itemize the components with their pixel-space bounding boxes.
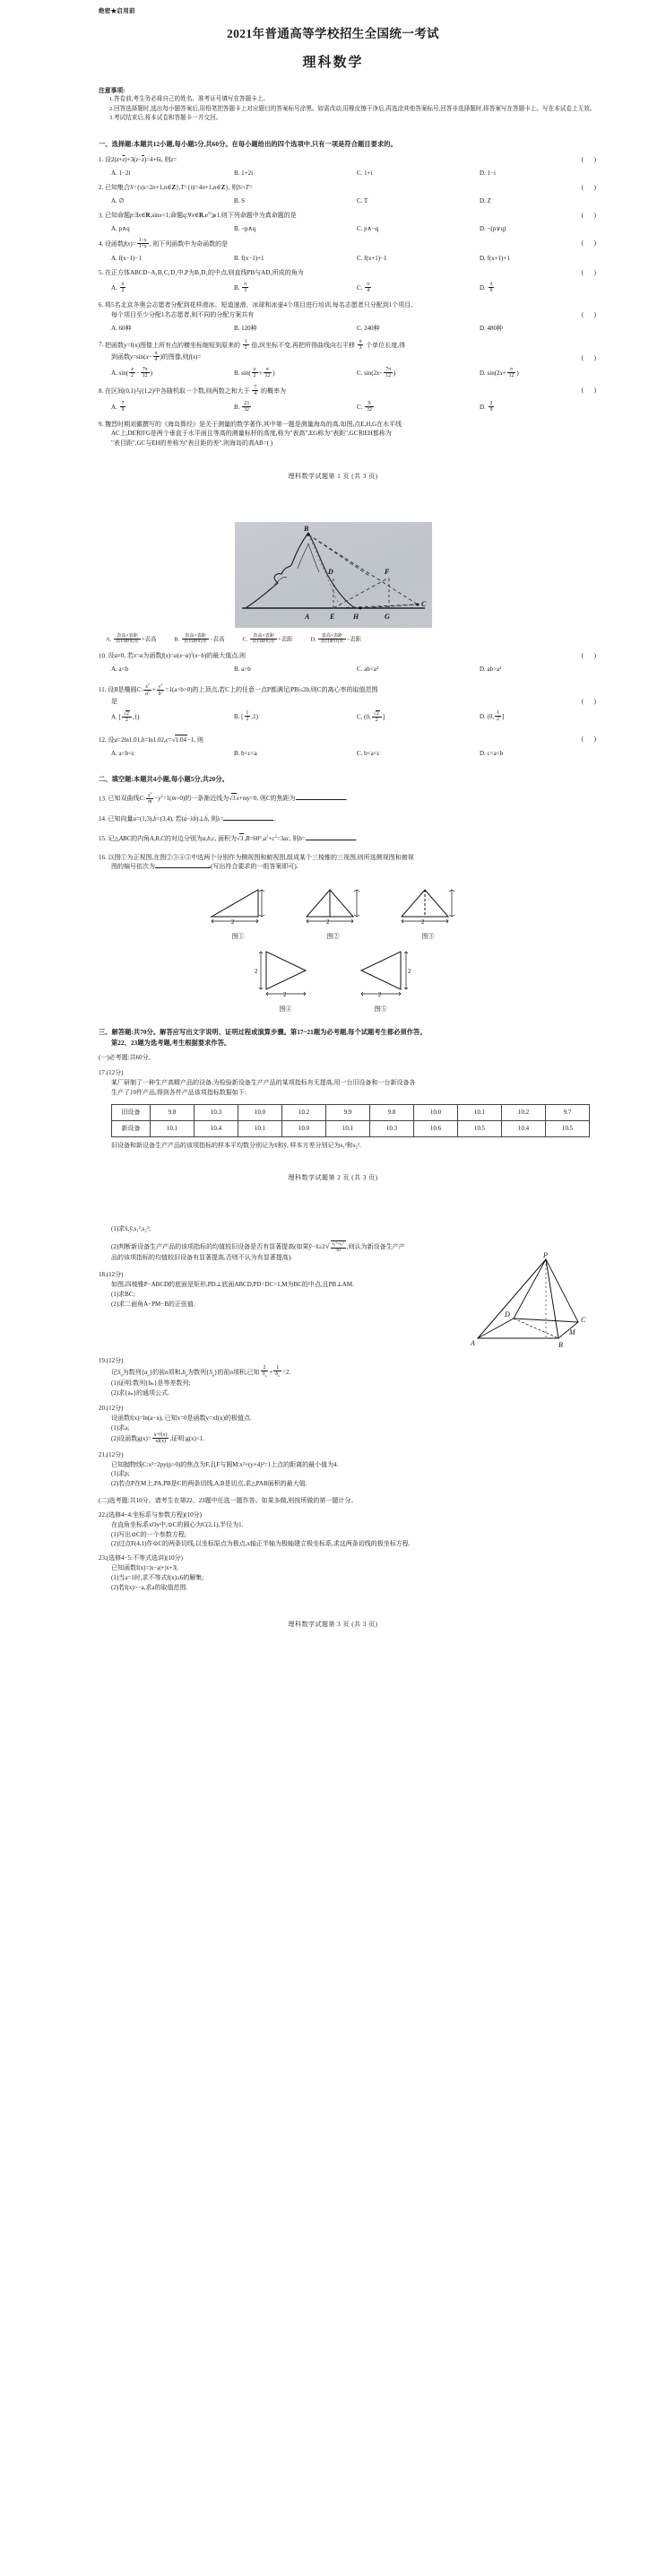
- question-5-stem: 在正方体ABCD−A₁B₁C₁D₁中,P为B₁D₁的中点,则直线PB与AD₁所成的角为: [105, 268, 304, 276]
- question-18-part1: (1)求BC;: [111, 1290, 135, 1298]
- option[interactable]: C. b<a<c: [357, 749, 380, 757]
- option[interactable]: B. b<c<a: [234, 749, 257, 757]
- indicator-table: [111, 1104, 590, 1137]
- svg-text:G: G: [384, 613, 390, 622]
- cell: 10.1: [326, 1120, 370, 1136]
- option[interactable]: A. p∧q: [111, 224, 130, 232]
- cell: 10.0: [238, 1104, 282, 1120]
- question-22: 22.(选修4−4:坐标系与参数方程)(10分) 在直角坐标系xOy中,⊙C的圆心为C(2,1),半径为1. (1)写出⊙C的一个参数方程; (2)过点F(4,1)作⊙C的两条切线,以坐标原点为极点,x轴正半轴为极轴建立极坐标系,求这两条切线的极坐标方程.: [99, 1510, 601, 1549]
- figure-1: [206, 881, 271, 941]
- options-6: [111, 324, 602, 333]
- answer-paren: ( ): [581, 268, 601, 276]
- question-21-part2: (2)若点P在M上,PA,PB是C的两条切线,A,B是切点,求△PAB面积的最大值.: [111, 1480, 307, 1488]
- option[interactable]: D. $\frac{2}{9}$: [480, 401, 493, 413]
- option[interactable]: C. T: [357, 196, 368, 205]
- question-23-part1: (1)当a=1时,求不等式f(x)≥6的解集;: [111, 1573, 204, 1581]
- table-row: [112, 1104, 590, 1120]
- option[interactable]: C. f(x+1)−1: [357, 254, 387, 262]
- question-20-line1: 设函数f(x)=ln(a−x), 已知x=0是函数y=xf(x)的极值点.: [111, 1414, 252, 1422]
- cell: 10.4: [502, 1120, 546, 1136]
- question-3: 3. 已知命题p:∃x∈R,sinx<1;命题$q:\forall x\in R,e^{|x|}⩾1$.则下列命题中为真命题的是 ( ): [99, 210, 601, 220]
- dim-label: 2: [254, 968, 257, 976]
- svg-text:H: H: [352, 613, 359, 622]
- question-19-part2: (2)求{aₙ}的通项公式.: [111, 1389, 169, 1397]
- option[interactable]: A. 60种: [111, 325, 132, 333]
- option[interactable]: D. $\frac{\pi}{6}$: [480, 282, 493, 294]
- question-23: 23.(选修4−5:不等式选讲)(10分) 已知函数f(x)=|x−a|+|x+3|. (1)当a=1时,求不等式f(x)≥6的解集; (2)若f(x)>−a,求a的取值范围.: [99, 1553, 601, 1592]
- question-17-line2: 生产了10件产品,得到各件产品该项指标数据如下:: [111, 1088, 247, 1096]
- dim-label: 2: [420, 918, 424, 927]
- question-17: 17.(12分) 某厂研制了一种生产高精产品的设备,为检验新设备生产产品的某项指标有无提高,用一台旧设备和一台新设备各 生产了10件产品,得到各件产品该项指标数据如下:: [99, 1068, 601, 1098]
- question-2: 2. 已知集合S={s|s=2n+1,n∈Z},T={t|t=4n+1,n∈Z}, 则S∩T= ( ): [99, 183, 601, 191]
- options-10: [111, 666, 602, 673]
- row-label: 旧设备: [112, 1104, 151, 1120]
- dim-label: 2: [407, 968, 411, 976]
- options-1: [111, 170, 602, 177]
- cell: 10.4: [195, 1120, 238, 1136]
- svg-text:E: E: [329, 613, 334, 622]
- option[interactable]: C. 240种: [357, 325, 380, 333]
- option[interactable]: C. ab<a²: [357, 666, 378, 674]
- question-9-line3: "表目距",GC与EH的差称为"表目距的差",则海岛的高AB=( ): [111, 439, 273, 448]
- question-17-line1: 某厂研制了一种生产高精产品的设备,为检验新设备生产产品的某项指标有无提高,用一台旧设备和一台新设备各: [111, 1078, 416, 1086]
- figure-caption: 图①: [231, 933, 245, 941]
- option[interactable]: D. $\frac{\text{表高×表距}}{\text{表目距的差}}$ −表距: [310, 632, 361, 645]
- question-4: 4. 设函数f(x)= $\frac{1-x}{1+x}$ , 则下列函数中为奇函数的是 ( ): [99, 238, 601, 250]
- option[interactable]: A. f(x−1)−1: [111, 254, 142, 262]
- figure-5: [349, 946, 413, 1014]
- option[interactable]: C. sin(2x− $\frac{7\pi}{12}$ ): [357, 366, 396, 379]
- option[interactable]: A. sin( $\frac{x}{2}$ − $\frac{7\pi}{12}$ ): [111, 366, 152, 379]
- answer-paren: ( ): [581, 386, 601, 394]
- row-label: 新设备: [112, 1120, 151, 1136]
- notes-heading: 注意事项:: [99, 88, 125, 94]
- cell: 9.8: [370, 1104, 414, 1120]
- cell: 10.1: [458, 1104, 502, 1120]
- option[interactable]: D. c<a<b: [480, 749, 504, 757]
- question-5: 5. 在正方体ABCD−A₁B₁C₁D₁中,P为B₁D₁的中点,则直线PB与AD₁所成的角为 ( ): [99, 268, 601, 276]
- question-9-line2: AC上,DE和FG是两个垂直于水平面且等高的测量标杆的高度,称为"表高",EG称为"表距",GC和EH都称为: [111, 430, 392, 438]
- cell: 10.3: [370, 1120, 414, 1136]
- answer-paren: ( ): [581, 310, 601, 318]
- note-item: 3.考试结束后,将本试卷和答题卡一并交回。: [109, 115, 222, 122]
- answer-paren: ( ): [581, 183, 601, 191]
- option[interactable]: D. (0, $\frac{1}{2}$ ]: [480, 710, 505, 723]
- option[interactable]: C. $\frac{9}{32}$: [357, 401, 372, 413]
- option[interactable]: A. a<b: [111, 666, 129, 674]
- figure-caption: 图④: [279, 1005, 292, 1014]
- vertex-label-A: A: [471, 1338, 475, 1347]
- option[interactable]: B. 1+2i: [234, 169, 254, 177]
- page-footer: 理科数学试题第 3 页 (共 3 页): [288, 1620, 378, 1628]
- question-19-line1: 记$S_n$为数列$\{a_n\}$的前n项和$,b_n$为数列$\{S_n\}$的前n项积,已知 $\frac{2}{S_n}$ + $\frac{1}{b_n}$ =2.: [111, 1364, 291, 1379]
- question-20: 20.(12分) 设函数f(x)=ln(a−x), 已知x=0是函数y=xf(x)的极值点. (1)求a; (2)设函数g(x)= $\frac{x+f(x)}{xf(x)}$ ,证明:g(x)<1.: [99, 1404, 601, 1445]
- options-5: [111, 283, 602, 294]
- answer-paren: ( ): [581, 211, 601, 219]
- answer-paren: ( ): [581, 698, 601, 706]
- cell: 10.1: [238, 1120, 282, 1136]
- options-11: [111, 711, 602, 724]
- three-view-figures: [0, 881, 666, 1014]
- cell: 10.5: [546, 1120, 590, 1136]
- question-21: 21.(12分) 已知抛物线C:x²=2py(p>0)的焦点为F,且F与圆M:x²+(y+4)²=1上点的距离的最小值为4. (1)求p; (2)若点P在M上,PA,PB是C的两条切线,A,B是切点,求△PAB面积的最大值.: [99, 1450, 601, 1489]
- options-4: [111, 255, 602, 262]
- question-12: 12. 设a=2ln1.01,b=ln1.02,c=√1.04−1, 则 ( ): [99, 735, 601, 744]
- question-21-line1: 已知抛物线C:x²=2py(p>0)的焦点为F,且F与圆M:x²+(y+4)²=1上点的距离的最小值为4.: [111, 1460, 339, 1468]
- question-17-after-table: 旧设备和新设备生产产品的该项指标的样本平均数分别记为x̄和ȳ, 样本方差分别记为s₁²和s₂².: [111, 1141, 361, 1149]
- option[interactable]: B. [ $\frac{1}{2}$ ,1): [234, 710, 258, 723]
- figure-caption: 图③: [421, 933, 435, 941]
- option[interactable]: B. f(x−1)+1: [234, 254, 264, 262]
- option[interactable]: B. sin( $\frac{x}{2}$ + $\frac{\pi}{12}$ ): [234, 366, 275, 379]
- cell: 9.7: [546, 1104, 590, 1120]
- answer-blank[interactable]: [155, 862, 211, 868]
- note-item: 2.回答选择题时,选出每小题答案后,用铅笔把答题卡上对应题目的答案标号涂黑。如需改动,用橡皮擦干净后,再选涂其他答案标号,回答非选择题时,将答案写在答题卡上。写在本试卷上无效。: [109, 105, 596, 112]
- option[interactable]: D. ab>a²: [480, 666, 502, 674]
- cell: 10.3: [195, 1104, 238, 1120]
- question-22-part2: (2)过点F(4,1)作⊙C的两条切线,以坐标原点为极点,x轴正半轴为极轴建立极坐标系,求这两条切线的极坐标方程.: [111, 1540, 411, 1548]
- figure-caption: 图②: [326, 933, 340, 941]
- option[interactable]: D. 480种: [480, 325, 504, 333]
- vertex-label-B: B: [558, 1340, 563, 1349]
- cell: 10.6: [414, 1120, 458, 1136]
- answer-blank[interactable]: [223, 814, 273, 821]
- answer-paren: ( ): [581, 156, 601, 164]
- option[interactable]: A. [ $\frac{√2}{2}$ ,1): [111, 711, 140, 724]
- option[interactable]: D. ¬(p∨q): [480, 224, 506, 232]
- table-row: [112, 1120, 590, 1136]
- cell: 9.8: [151, 1104, 195, 1120]
- figure-4: [254, 946, 318, 1014]
- options-2: [111, 197, 602, 205]
- part1-label: (一)必考题:共60分。: [99, 1054, 155, 1062]
- option[interactable]: B. $\frac{23}{32}$: [234, 401, 249, 413]
- option[interactable]: C. (0, $\frac{√2}{2}$ ]: [357, 711, 385, 724]
- option[interactable]: A. $\frac{\text{表高×表距}}{\text{表目距的差}}$ +表高: [106, 632, 157, 645]
- question-15: 15. 记△ABC的内角A,B,C的对边分别为a,b,c, 面积为$√3,B=60^\circ,a^2+c^2=3ac$, 则b= .: [99, 833, 358, 842]
- answer-blank[interactable]: [296, 795, 346, 801]
- option[interactable]: A. $\frac{7}{9}$: [111, 401, 125, 413]
- question-8: 8. 在区间(0,1)与(1,2)中各随机取一个数,则两数之和大于 $\frac{7}{4}$ 的概率为 ( ): [99, 385, 601, 397]
- question-6: 6. 将5名北京冬奥会志愿者分配到花样滑冰、短道速滑、冰球和冰壶4个项目进行培训,每名志愿者只分配到1个项目, 每个项目至少分配1名志愿者,则不同的分配方案共有 ( ): [99, 300, 601, 318]
- notes-block: [99, 85, 601, 124]
- question-16: 16. 以图①为正视图,在图②③④⑤中选两个分别作为侧视图和俯视图,组成某个三棱锥的三视图,则所选侧视图和俯视 图的编号依次为 (写出符合要求的一组答案即可).: [99, 853, 601, 873]
- section-heading-fill: 二、填空题:本题共4小题,每小题5分,共20分。: [99, 775, 229, 783]
- vertex-label-M: M: [569, 1327, 575, 1336]
- question-16-line2: 图的编号依次为 (写出符合要求的一组答案即可).: [111, 863, 298, 871]
- option[interactable]: A. ∅: [111, 196, 125, 205]
- svg-text:F: F: [384, 568, 389, 577]
- figure-2: [301, 881, 366, 941]
- question-10: 10. 设a≠0, 若x=a为函数$f(x)=a(x-a)^2(x-b)$的最大值点,则 ( ): [99, 651, 601, 660]
- option[interactable]: A. 1−2i: [111, 169, 131, 177]
- question-9: 9. 魏晋时期刘徽撰写的《海岛算经》是关于测量的数学著作,其中第一题是测量海岛的高,如图,点E,H,G在水平线 AC上,DE和FG是两个垂直于水平面且等高的测量标杆的高度,称为"表高",EG称为"表距",GC和EH都称为 "表目距",GC与EH的差称为"表目距的差",则海岛的高AB=( ): [99, 420, 601, 449]
- option[interactable]: D. 1−i: [480, 169, 496, 177]
- question-22-part1: (1)写出⊙C的一个参数方程;: [111, 1530, 186, 1538]
- option[interactable]: D. f(x+1)+1: [480, 254, 510, 262]
- options-12: [111, 750, 602, 757]
- option[interactable]: D. sin(2x+ $\frac{\pi}{12}$ ): [480, 366, 519, 379]
- question-20-part1: (1)求a;: [111, 1423, 130, 1432]
- question-23-line1: 已知函数f(x)=|x−a|+|x+3|.: [111, 1564, 179, 1572]
- question-19: 19.(12分) 记$S_n$为数列$\{a_n\}$的前n项和$,b_n$为数列$\{S_n\}$的前n项积,已知 $\frac{2}{S_n}$ + $\frac{1}{b_n}$ =2. (1)证明:数列{bₙ}是等差数列; (2)求{aₙ}的通项公式.: [99, 1356, 601, 1398]
- option[interactable]: B. ¬p∧q: [234, 224, 256, 232]
- question-22-line1: 在直角坐标系xOy中,⊙C的圆心为C(2,1),半径为1.: [111, 1520, 244, 1528]
- svg-text:D: D: [327, 568, 333, 577]
- svg-text:C: C: [420, 600, 426, 609]
- question-17-part1: (1)求x̄,ȳ,s₁²,s₂²;: [111, 1225, 151, 1233]
- option[interactable]: B. $\frac{\text{表高×表距}}{\text{表目距的差}}$ −表高: [174, 632, 225, 645]
- island-figure: [0, 522, 666, 628]
- question-20-part2: (2)设函数g(x)= $\frac{x+f(x)}{xf(x)}$ ,证明:g(x)<1.: [111, 1432, 205, 1445]
- subject-title: 理科数学: [302, 56, 364, 70]
- dim-label: 2: [230, 918, 234, 927]
- option[interactable]: B. 120种: [234, 325, 257, 333]
- vertex-label-C: C: [581, 1315, 586, 1324]
- options-8: [111, 402, 602, 413]
- question-11: 11. 设B是椭圆C: $\frac{x^2}{a^2}$ + $\frac{y^2}{b^2}$ =1(a>b>0)的上顶点,若C上的任意一点P都满足|PB|≤2b,则C的离心率的取值范围 是 ( ): [99, 682, 601, 706]
- vertex-label-P: P: [543, 1251, 548, 1259]
- cell: 10.2: [502, 1104, 546, 1120]
- section-heading-solve: 三、解答题:共70分。解答应写出文字说明、证明过程或演算步骤。第17~21题为必考题,每个试题考生都必须作答。: [99, 1029, 427, 1037]
- question-18-part2: (2)求二面角A−PM−B的正弦值.: [111, 1300, 195, 1308]
- page-footer: 理科数学试题第 2 页 (共 3 页): [288, 1174, 378, 1182]
- question-7-line2: 到函数y=sin(x− $\frac{\pi}{4}$ )的图像,则f(x)= ( ): [111, 350, 601, 362]
- question-19-part1: (1)证明:数列{bₙ}是等差数列;: [111, 1379, 191, 1388]
- dim-label: 2: [377, 991, 381, 999]
- question-7: 7. 把函数y=f(x)图像上所有点的横坐标缩短到原来的 $\frac{1}{2}$ 倍,纵坐标不变,再把所得曲线向右平移 $\frac{\pi}{3}$ 个单位长度,得 到函数y=sin(x− $\frac{\pi}{4}$ )的图像,则f(x)= ( ): [99, 338, 601, 362]
- question-6-line2: 每个项目至少分配1名志愿者,则不同的分配方案共有 ( ): [111, 310, 601, 318]
- part2-label: (二)选考题:共10分。请考生在第22、23题中任选一题作答。如果多做,则按所做的第一题计分。: [99, 1497, 358, 1505]
- answer-paren: ( ): [581, 239, 601, 247]
- answer-paren: ( ): [581, 652, 601, 660]
- option[interactable]: C. $\frac{\text{表高×表距}}{\text{表目距的差}}$ +表距: [242, 632, 293, 645]
- option[interactable]: B. $\frac{\pi}{3}$: [234, 282, 247, 294]
- option[interactable]: C. 1+i: [357, 169, 373, 177]
- dim-label: 2: [282, 991, 286, 999]
- option[interactable]: D. Z: [480, 196, 491, 205]
- svg-text:B: B: [303, 525, 308, 534]
- options-7: [111, 368, 602, 379]
- answer-paren: ( ): [581, 735, 601, 744]
- question-21-part1: (1)求p;: [111, 1470, 130, 1478]
- option[interactable]: B. a>b: [234, 666, 251, 674]
- secret-label: 绝密★启用前: [99, 8, 135, 14]
- vertex-label-D: D: [505, 1310, 510, 1318]
- page-footer: 理科数学试题第 1 页 (共 3 页): [288, 473, 378, 481]
- svg-text:A: A: [304, 613, 309, 622]
- figure-3: [396, 881, 461, 941]
- answer-blank[interactable]: [306, 834, 356, 840]
- question-18: 18.(12分) 如图,四棱锥P−ABCD的底面是矩形,PD⊥底面ABCD,PD=DC=1,M为BC的中点,且PB⊥AM. (1)求BC; (2)求二面角A−PM−B的正弦值.: [99, 1270, 601, 1309]
- cell: 10.0: [282, 1120, 326, 1136]
- option[interactable]: B. S: [234, 196, 246, 205]
- option[interactable]: C. p∧¬q: [357, 224, 379, 232]
- cell: 10.0: [414, 1104, 458, 1120]
- question-17-part2: (2)判断新设备生产产品的该项指标的均值较旧设备是否有显著提高(如果ȳ−x̄≥2√ $\frac{\text{s₁²+s₂²}}{10}$ ,则认为新设备生产产 品的该项指标的均值较旧设备有显著提高,否则不认为有显著提高).: [111, 1241, 405, 1262]
- figure-caption: 图⑤: [374, 1005, 387, 1014]
- section-heading-solve2: 第22、23题为选考题,考生根据要求作答。: [111, 1040, 231, 1048]
- section-heading-choice: 一、选择题:本题共12小题,每小题5分,共60分。在每小题给出的四个选项中,只有一项是符合题目要求的。: [99, 141, 397, 149]
- cell: 9.9: [326, 1104, 370, 1120]
- question-14: 14. 已知向量a →=(1,3),b →=(3,4), 若(a →−λb →)⊥b →, 则λ= .: [99, 814, 601, 824]
- dim-label: 2: [325, 918, 329, 927]
- cell: 10.5: [458, 1120, 502, 1136]
- question-18-line1: 如图,四棱锥P−ABCD的底面是矩形,PD⊥底面ABCD,PD=DC=1,M为BC的中点,且PB⊥AM.: [111, 1281, 354, 1289]
- question-13: 13. 已知双曲线C: $\frac{x^2}{m}$ $-y^2=1(m>0)$的一条渐近线为√3x+my=0, 则C的焦距为 .: [99, 791, 348, 805]
- options-9: [106, 634, 597, 645]
- question-1: 1. 设$2(z+\overline{z})+3(z-\overline{z})=4+6i$, 则z= ( ): [99, 156, 601, 164]
- options-3: [111, 225, 602, 232]
- answer-paren: ( ): [581, 353, 601, 361]
- cell: 10.2: [282, 1104, 326, 1120]
- page-title: 2021年普通高等学校招生全国统一考试: [226, 27, 440, 40]
- option[interactable]: A. a<b<c: [111, 749, 135, 757]
- cell: 10.1: [151, 1120, 195, 1136]
- option[interactable]: C. $\frac{\pi}{4}$: [357, 282, 370, 294]
- note-item: 1.答卷前,考生务必将自己的姓名、准考证号填写在答题卡上。: [109, 96, 270, 102]
- question-23-part2: (2)若f(x)>−a,求a的取值范围.: [111, 1583, 188, 1591]
- question-11-line2: 是 ( ): [111, 698, 601, 706]
- option[interactable]: A. $\frac{\pi}{2}$: [111, 282, 125, 294]
